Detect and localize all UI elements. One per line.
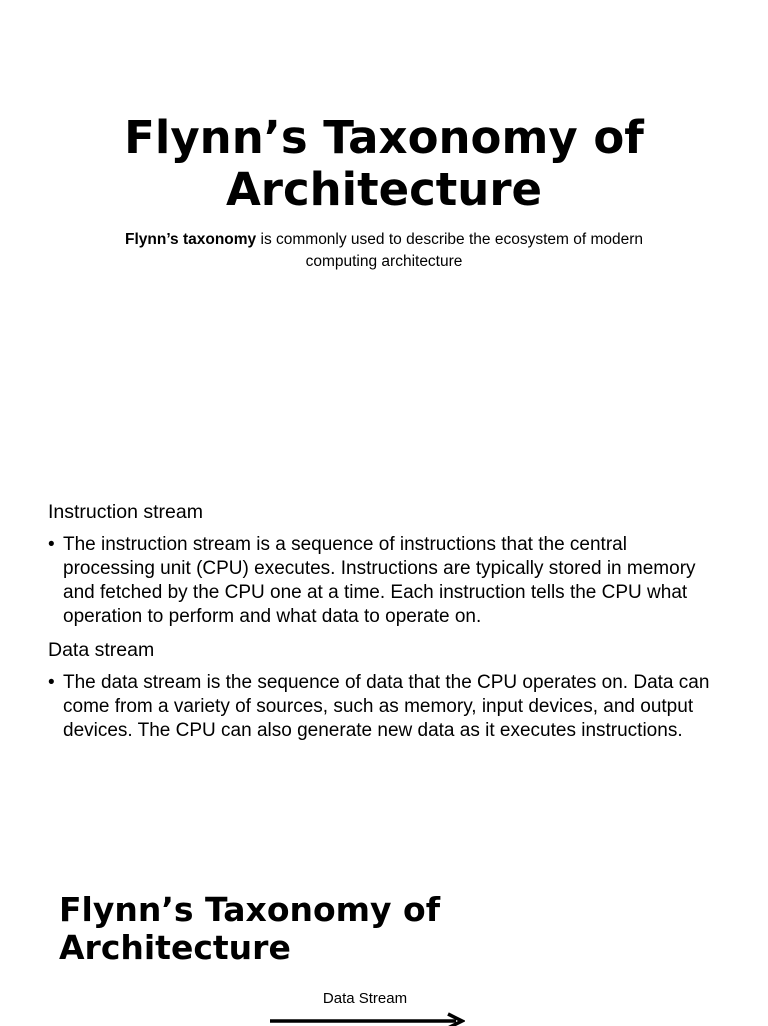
- instruction-stream-heading: Instruction stream: [48, 501, 203, 523]
- data-stream-bullet: [48, 671, 718, 743]
- data-stream-heading: Data stream: [48, 639, 155, 661]
- instruction-stream-bullet: [48, 533, 718, 629]
- subtitle: [100, 229, 668, 273]
- data-stream-label: Data Stream: [322, 990, 408, 1007]
- bullet-icon: •: [48, 534, 55, 555]
- subtitle-text: is commonly used to describe the ecosystem of modern computing architecture: [256, 231, 643, 270]
- title-slide: [0, 0, 768, 470]
- instruction-stream-text: The instruction stream is a sequence of instructions that the central processing unit (CPU) executes. Instructions are typically stored in memory and fetched by the CPU one at a time. Each instruction tells the CPU what operation to perform and what data to operate on.: [63, 534, 696, 627]
- subtitle-bold-term: Flynn’s taxonomy: [124, 231, 257, 248]
- data-stream-text: The data stream is the sequence of data that the CPU operates on. Data can come from a variety of sources, such as memory, input devices, and output devices. The CPU can also generate new data as it executes instructions.: [63, 672, 710, 741]
- diagram-slide-title: Flynn’s Taxonomy of Architecture: [59, 890, 441, 967]
- bullet-icon: •: [48, 672, 55, 693]
- page-title: Flynn’s Taxonomy of Architecture: [124, 111, 644, 216]
- streams-content: [48, 499, 718, 751]
